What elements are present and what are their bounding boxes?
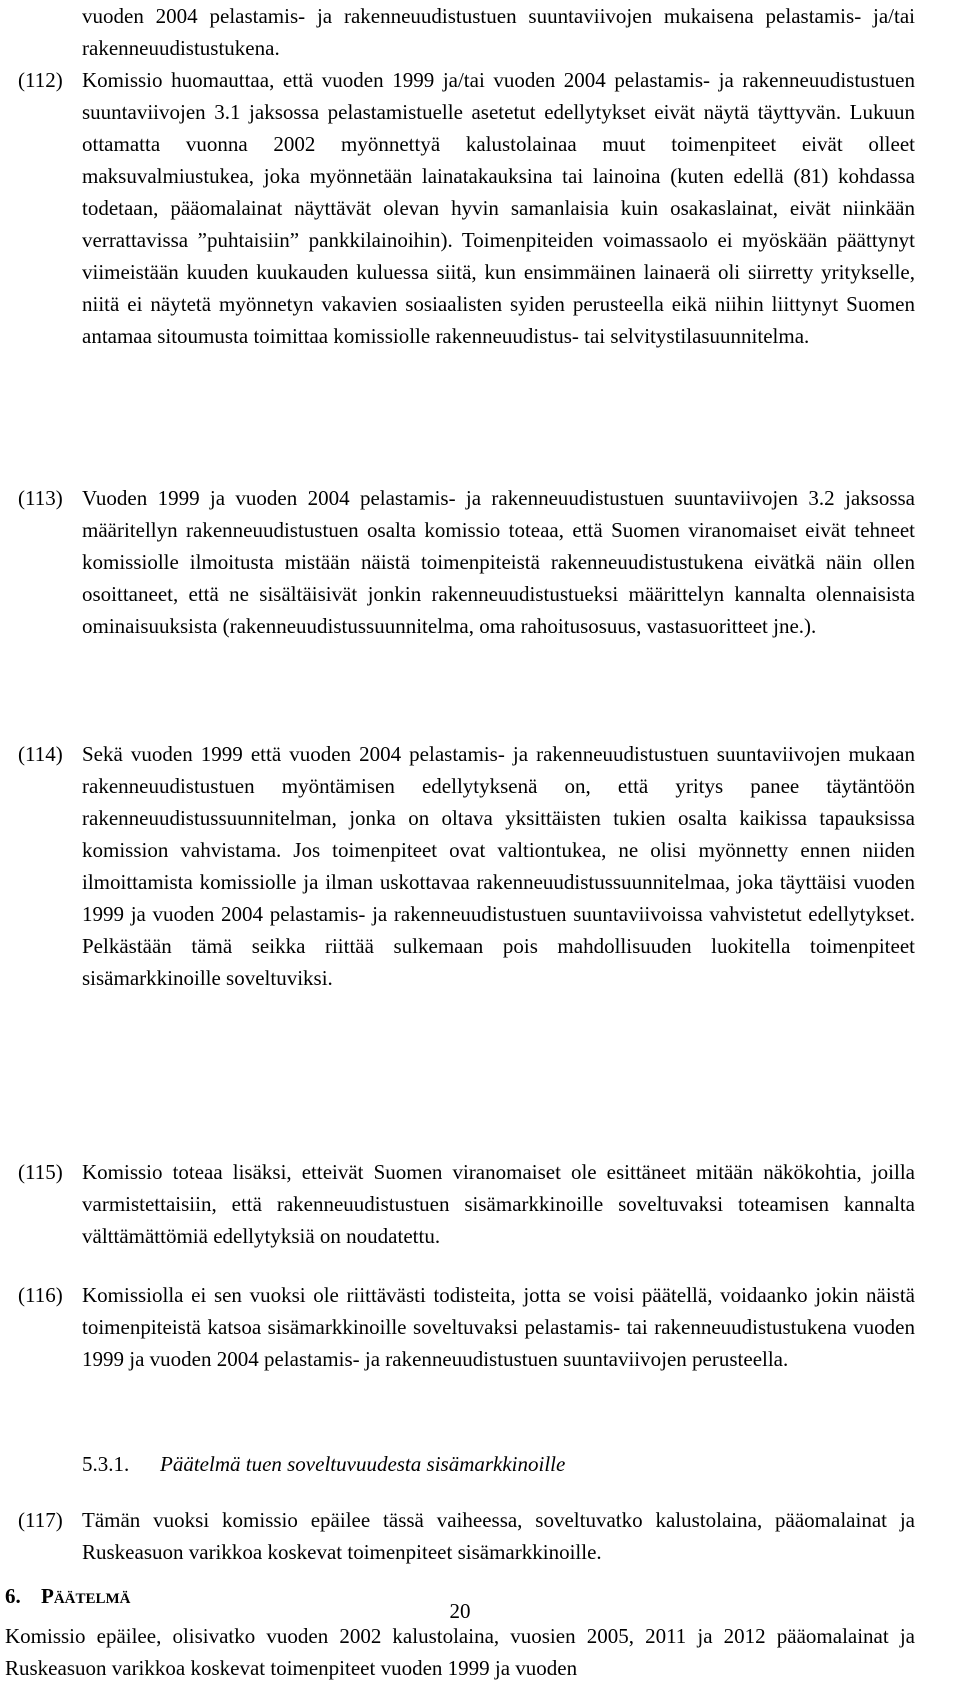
paragraph-number-114: (114) xyxy=(18,742,63,766)
paragraph-number-115: (115) xyxy=(18,1160,63,1184)
page-number: 20 xyxy=(449,1599,471,1623)
subsection-title: Päätelmä tuen soveltuvuudesta sisämarkkinoille xyxy=(160,1452,566,1476)
section-title: Päätelmä xyxy=(41,1584,131,1608)
paragraph-112: Komissio huomauttaa, että vuoden 1999 ja/tai vuoden 2004 pelastamis- ja rakenneuudistustuen suuntaviivojen 3.1 jaksossa pelastamistuelle asetetut edellytykset eivät näytä täyttyvän. Lukuun ottamatta vuonna 2002 myönnettyä kalustolainaa muut toimenpiteet eivät olleet maksuvalmiustukea, joka myönnetään lainatakauksina tai lainoina (kuten edellä (81) kohdassa todetaan, pääomalainat näyttävät olevan hyvin samanlaisia kuin osakaslainat, eivät niinkään verrattavissa ”puhtaisiin” pankkilainoihin). Toimenpiteiden voimassaolo ei myöskään päättynyt viimeistään kuuden kuukauden kuluessa siitä, kun ensimmäinen lainaerä oli siirretty yritykselle, niitä ei näytetä myönnetyn vakavien sosiaalisten syiden perusteella eikä niihin liittynyt Suomen antamaa sitoumusta toimittaa komissiolle rakenneuudistus- tai selvitystilasuunnitelma. xyxy=(82,68,915,348)
paragraph-number-112: (112) xyxy=(18,68,63,92)
section-number: 6. xyxy=(5,1584,21,1608)
paragraph-113: Vuoden 1999 ja vuoden 2004 pelastamis- ja rakenneuudistustuen suuntaviivojen 3.2 jaksossa määritellyn rakenneuudistustuen osalta komissio toteaa, että Suomen viranomaiset eivät tehneet komissiolle ilmoitusta mistään näistä toimenpiteistä rakenneuudistustukena eivätkä näin ollen osoittaneet, että ne sisältäisivät jonkin rakenneuudistustueksi määrittelyn kannalta olennaisista ominaisuuksista (rakenneuudistussuunnitelma, oma rahoitusosuus, vastasuoritteet jne.). xyxy=(82,486,915,638)
paragraph-number-113: (113) xyxy=(18,486,63,510)
paragraph-number-116: (116) xyxy=(18,1283,63,1307)
subsection-heading xyxy=(82,1448,565,1480)
subsection-number: 5.3.1. xyxy=(82,1452,130,1476)
paragraph-117: Tämän vuoksi komissio epäilee tässä vaiheessa, soveltuvatko kalustolaina, pääomalainat ja Ruskeasuon varikkoa koskevat toimenpiteet sisämarkkinoille. xyxy=(82,1508,915,1564)
paragraph-115: Komissio toteaa lisäksi, etteivät Suomen viranomaiset ole esittäneet mitään näkökohtia, joilla varmistettaisiin, että rakenneuudistustuen sisämarkkinoille soveltuvaksi toteamisen kannalta välttämättömiä edellytyksiä on noudatettu. xyxy=(82,1160,915,1248)
paragraph-116: Komissiolla ei sen vuoksi ole riittävästi todisteita, jotta se voisi päätellä, voidaanko jokin näistä toimenpiteistä katsoa sisämarkkinoille soveltuvaksi pelastamis- tai rakenneuudistustukena vuoden 1999 ja vuoden 2004 pelastamis- ja rakenneuudistustuen suuntaviivojen perusteella. xyxy=(82,1283,915,1371)
paragraph-114: Sekä vuoden 1999 että vuoden 2004 pelastamis- ja rakenneuudistustuen suuntaviivojen mukaan rakenneuudistustuen myöntämisen edellytyksenä on, että yritys panee täytäntöön rakenneuudistussuunnitelman, jonka on oltava yksittäisten tukien osalta kaikissa tapauksissa komission vahvistama. Jos toimenpiteet ovat valtiontukea, ne olisi myönnetty ennen niiden ilmoittamista komissiolle ja ilman uskottavaa rakenneuudistussuunnitelmaa, joka täyttäisi vuoden 1999 ja vuoden 2004 pelastamis- ja rakenneuudistustuen suuntaviivoissa vahvistetut edellytykset. Pelkästään tämä seikka riittää sulkemaan pois mahdollisuuden luokitella toimenpiteet sisämarkkinoille soveltuviksi. xyxy=(82,742,915,990)
closing-paragraph: Komissio epäilee, olisivatko vuoden 2002 kalustolaina, vuosien 2005, 2011 ja 2012 pääomalainat ja Ruskeasuon varikkoa koskevat toimenpiteet vuoden 1999 ja vuoden xyxy=(5,1624,915,1680)
continuation-paragraph: vuoden 2004 pelastamis- ja rakenneuudistustuen suuntaviivojen mukaisena pelastamis- ja/tai rakenneuudistustukena. xyxy=(82,4,915,60)
paragraph-number-117: (117) xyxy=(18,1508,63,1532)
